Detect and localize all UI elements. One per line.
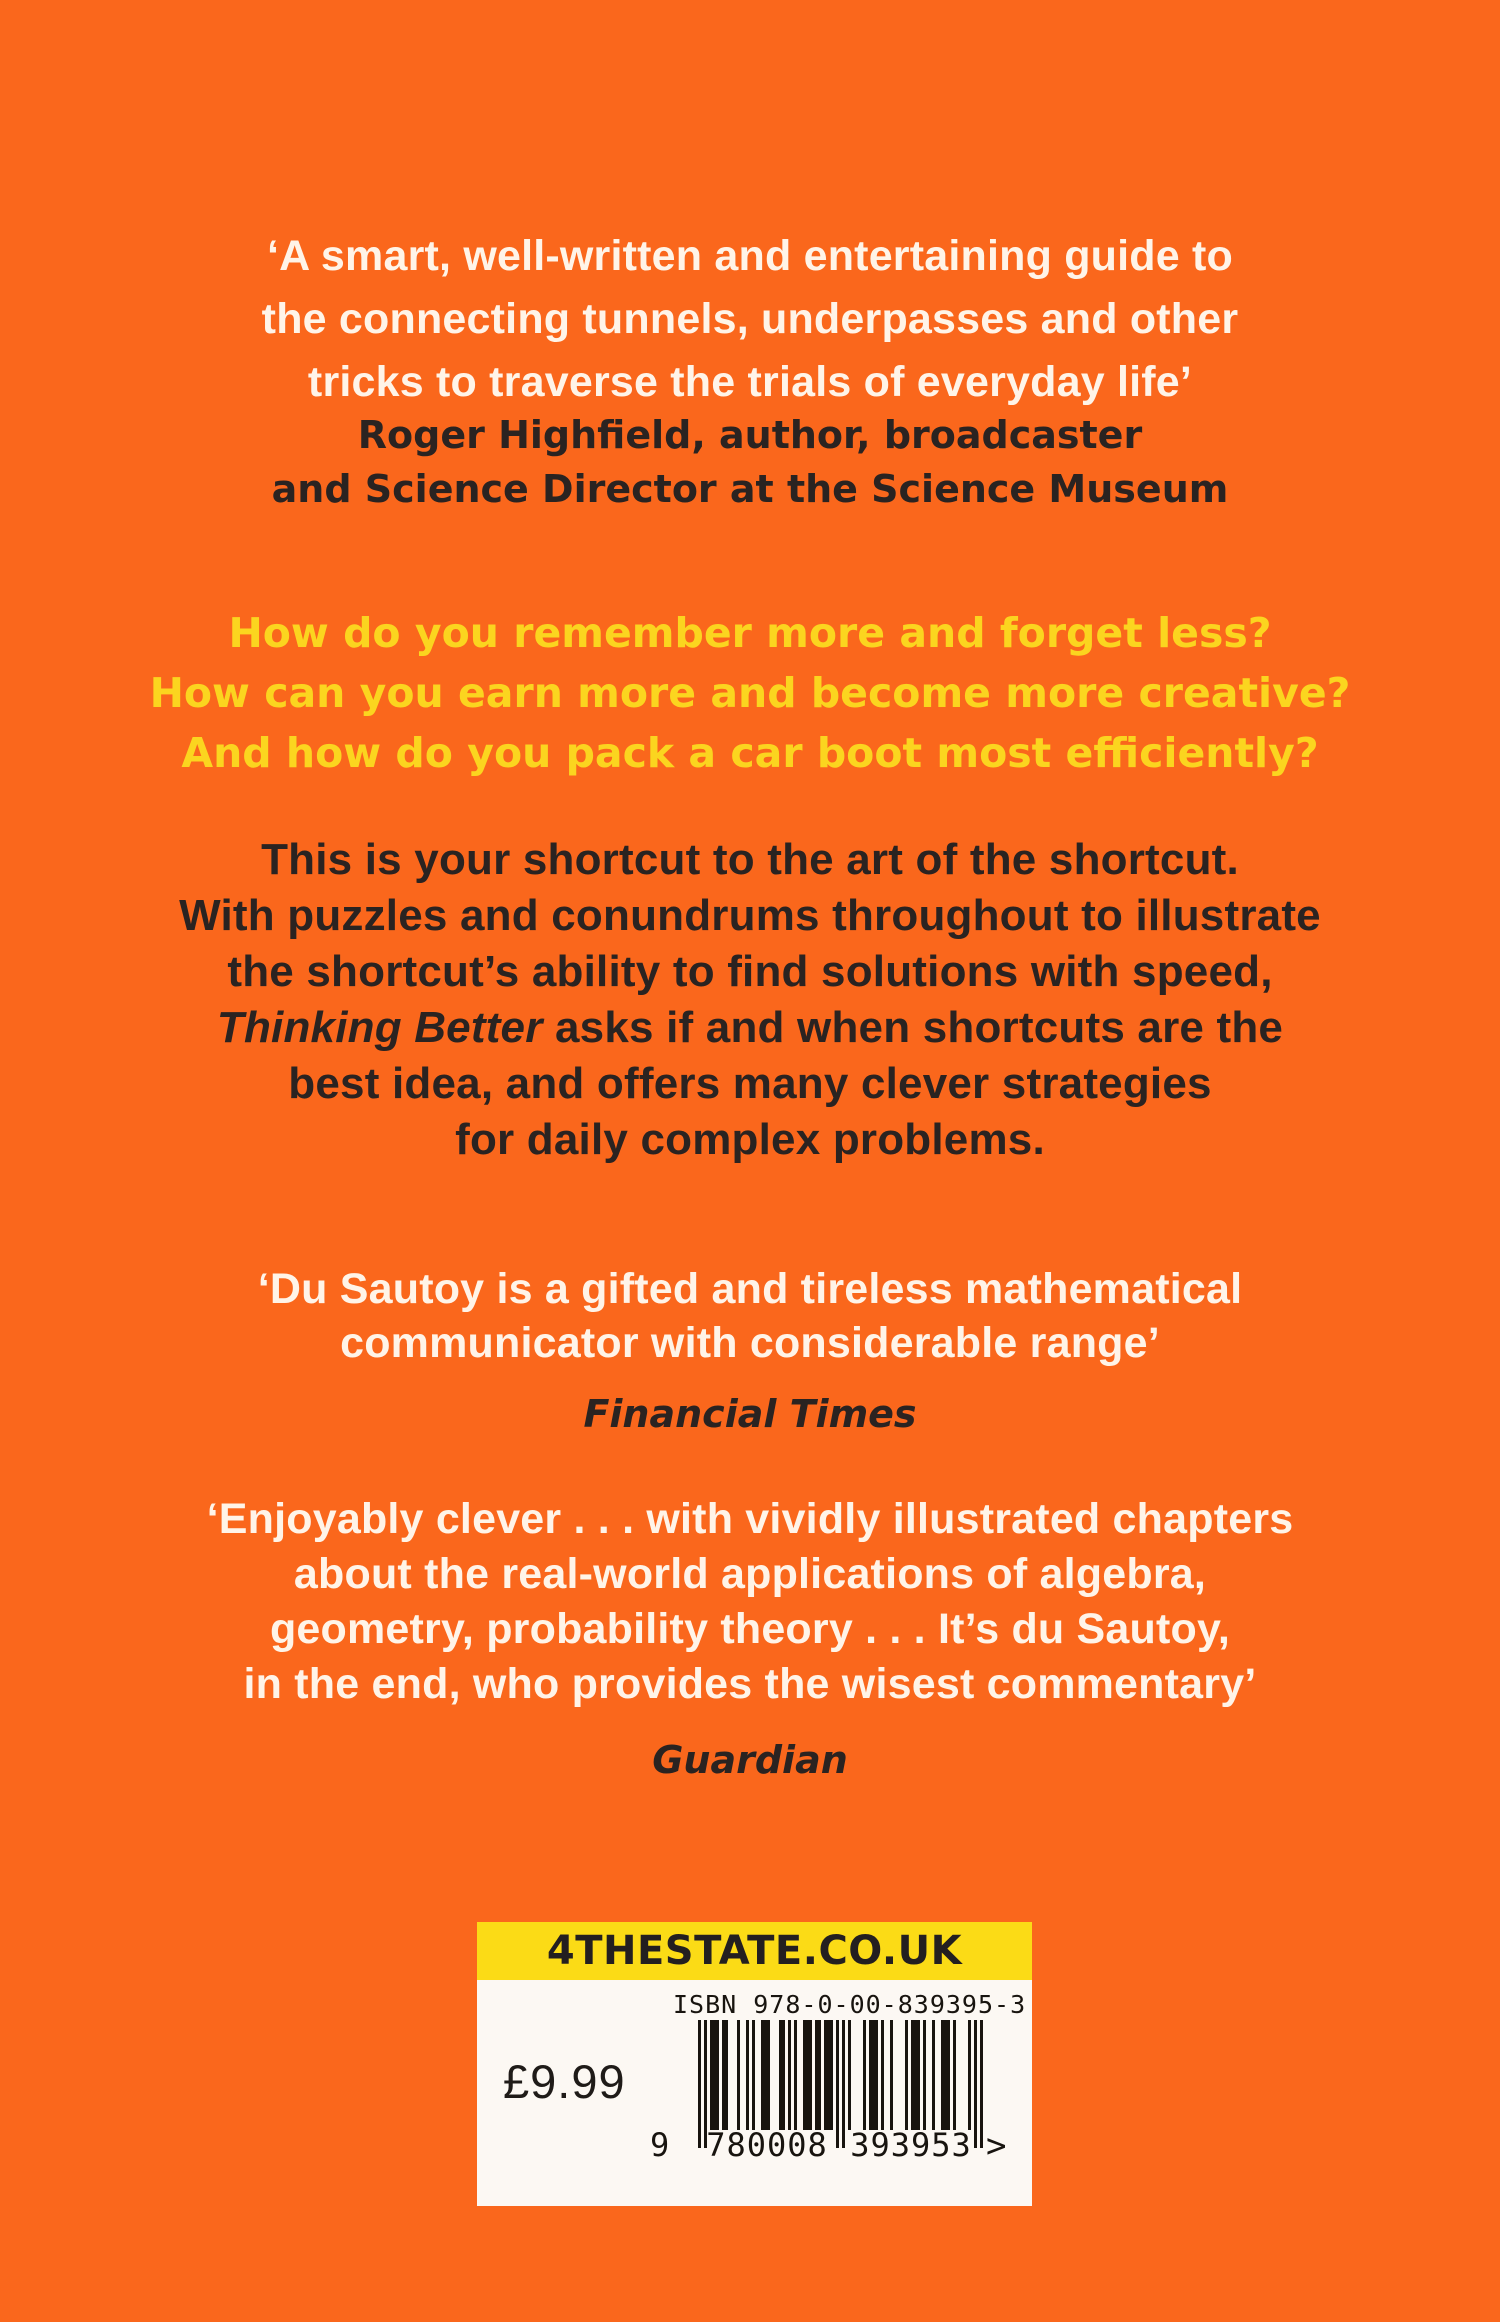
attribution-line: Roger Highfield, author, broadcaster <box>357 413 1143 457</box>
blurb-line-rest: asks if and when shortcuts are the <box>542 1003 1284 1052</box>
barcode <box>650 2020 1007 2190</box>
attribution-line: and Science Director at the Science Museum <box>271 467 1229 511</box>
blurb-line <box>0 1000 1500 1056</box>
review-source-financial-times: Financial Times <box>583 1392 917 1436</box>
review-attribution-highfield <box>0 408 1500 516</box>
question-line: And how do you pack a car boot most efficiently? <box>181 729 1319 777</box>
book-title-italic: Thinking Better <box>216 1003 543 1052</box>
review-quote-highfield <box>0 225 1500 414</box>
publisher-website-bar <box>477 1922 1032 1980</box>
quote-line: ‘A smart, well-written and entertaining guide to <box>266 232 1234 280</box>
review-quote-financial-times <box>0 1262 1500 1370</box>
book-blurb <box>0 832 1500 1168</box>
barcode-box <box>477 1980 1032 2206</box>
quote-line: ‘Enjoyably clever . . . with vividly illustrated chapters <box>206 1495 1294 1543</box>
blurb-line: best idea, and offers many clever strategies <box>288 1059 1212 1108</box>
barcode-quiet-zone-arrow: > <box>986 2126 1007 2166</box>
quote-line: communicator with considerable range’ <box>340 1319 1160 1367</box>
blurb-line: With puzzles and conundrums throughout to illustrate <box>179 891 1321 940</box>
quote-line: in the end, who provides the wisest commentary’ <box>243 1660 1257 1708</box>
publisher-website: 4THESTATE.CO.UK <box>546 1928 963 1974</box>
question-line: How do you remember more and forget less? <box>228 609 1272 657</box>
quote-line: about the real-world applications of algebra, <box>293 1550 1207 1598</box>
blurb-line: for daily complex problems. <box>455 1115 1045 1164</box>
review-source-guardian: Guardian <box>652 1738 848 1782</box>
review-quote-guardian <box>0 1492 1500 1712</box>
barcode-digits-right: 393953 <box>850 2126 972 2164</box>
quote-line: ‘Du Sautoy is a gifted and tireless mathematical <box>257 1265 1243 1313</box>
isbn-label: ISBN 978-0-00-839395-3 <box>673 1990 1027 2019</box>
hook-questions <box>0 603 1500 783</box>
quote-line: geometry, probability theory . . . It’s du Sautoy, <box>269 1605 1231 1653</box>
blurb-line: the shortcut’s ability to find solutions with speed, <box>227 947 1273 996</box>
blurb-line: This is your shortcut to the art of the shortcut. <box>261 835 1239 884</box>
quote-line: the connecting tunnels, underpasses and other <box>261 295 1239 343</box>
barcode-digits-left: 780008 <box>706 2126 828 2164</box>
price-label: £9.99 <box>503 2055 626 2108</box>
price-barcode-panel <box>477 1922 1032 2206</box>
question-line: How can you earn more and become more creative? <box>149 669 1351 717</box>
barcode-digit-prefix: 9 <box>650 2126 670 2164</box>
quote-line: tricks to traverse the trials of everyday life’ <box>307 358 1193 406</box>
